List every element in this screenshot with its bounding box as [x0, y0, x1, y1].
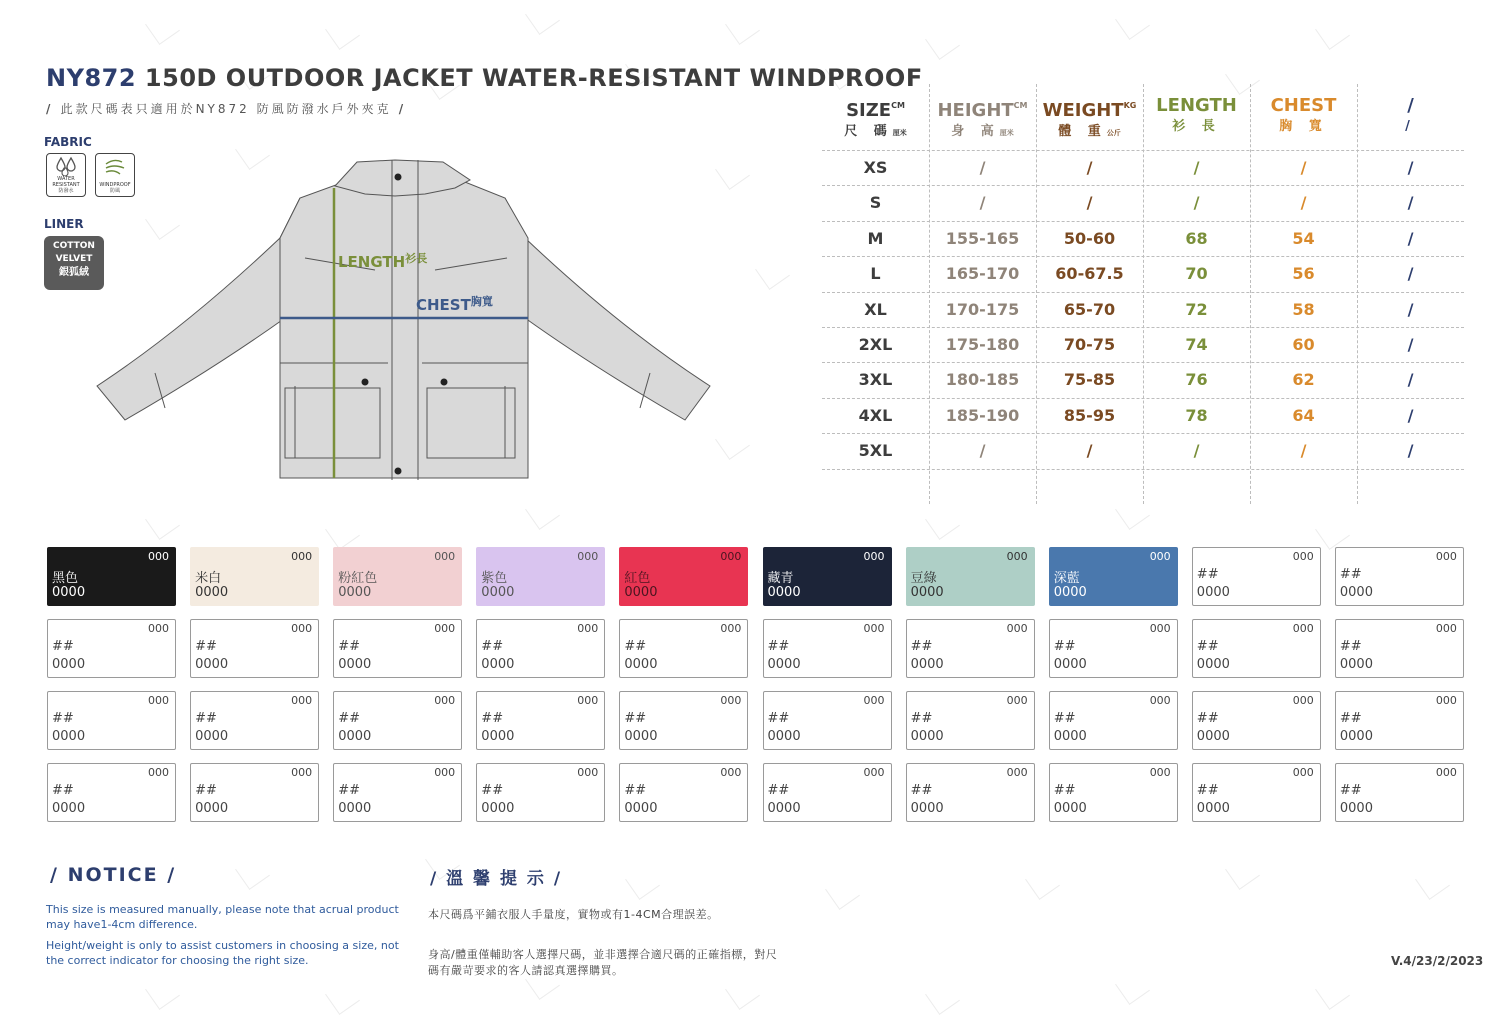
liner-cn: 銀狐絨: [59, 267, 89, 278]
swatch-value: 0000: [624, 657, 658, 672]
swatch-value: 0000: [195, 729, 229, 744]
swatch-value: 0000: [1196, 729, 1230, 744]
header-cn: /: [1405, 119, 1416, 134]
header-cn: 衫 長: [1172, 119, 1221, 134]
swatch-code: 000: [720, 694, 742, 707]
table-cell: 85-95: [1063, 405, 1116, 425]
color-swatch: [906, 619, 1035, 678]
swatch-code: 000: [1292, 550, 1314, 563]
swatch-name: ##: [481, 639, 504, 654]
table-cell: /: [1300, 158, 1307, 177]
table-cell: /: [1407, 228, 1414, 248]
swatch-value: 0000: [195, 657, 229, 672]
page-title: [46, 64, 923, 92]
swatch-name: ##: [481, 711, 504, 726]
size-cell: 5XL: [858, 441, 893, 461]
swatch-code: 000: [1292, 766, 1314, 779]
swatch-name: 米白: [195, 571, 222, 586]
color-swatch: [906, 763, 1035, 822]
color-swatch: [619, 691, 748, 750]
liner-en-2: VELVET: [55, 254, 93, 264]
table-cell: 50-60: [1063, 228, 1116, 248]
swatch-code: 000: [291, 694, 313, 707]
swatch-code: 000: [1006, 622, 1028, 635]
swatch-value: 0000: [481, 657, 515, 672]
watermark-mark: [525, 495, 560, 530]
color-swatch: [333, 691, 462, 750]
swatch-name: ##: [1196, 639, 1219, 654]
swatch-code: 000: [1435, 550, 1457, 563]
size-table: [822, 84, 1464, 504]
swatch-code: 000: [1292, 694, 1314, 707]
color-swatch: [190, 691, 319, 750]
watermark-mark: [925, 505, 960, 540]
page-subtitle: / 此款尺碼表只適用於NY872 防風防潑水戶外夾克 /: [46, 102, 407, 116]
swatch-name: ##: [1339, 639, 1362, 654]
notice-heading-cn: / 溫 馨 提 示 /: [430, 869, 563, 889]
header-en: LENGTH: [1156, 95, 1237, 116]
color-swatch: [1192, 763, 1321, 822]
subtitle-text: 此款尺碼表只適用於NY872 防風防潑水戶外夾克: [60, 102, 392, 116]
swatch-code: 000: [148, 550, 169, 563]
swatch-code: 000: [291, 550, 313, 563]
color-swatch: [763, 691, 892, 750]
notice-heading: / NOTICE /: [50, 864, 177, 886]
table-cell: /: [1086, 441, 1093, 461]
table-cell: 74: [1185, 335, 1208, 354]
header-cn: 體 重公斤: [1058, 124, 1121, 139]
swatch-code: 000: [863, 550, 885, 563]
swatch-code: 000: [1435, 694, 1457, 707]
chest-label-cn: 胸寬: [470, 295, 493, 308]
table-cell: /: [1407, 299, 1414, 319]
watermark-mark: [925, 980, 960, 1015]
watermark-mark: [145, 10, 180, 45]
swatch-code: 000: [720, 766, 742, 779]
table-cell: /: [1086, 158, 1093, 177]
header-unit: CM: [891, 101, 905, 110]
swatch-code: 000: [148, 694, 169, 707]
table-cell: 60: [1292, 335, 1315, 354]
swatch-value: 0000: [1339, 801, 1373, 816]
table-cell: /: [1407, 405, 1414, 425]
swatch-value: 0000: [624, 585, 658, 600]
swatch-value: 0000: [1196, 657, 1230, 672]
color-swatch: [476, 763, 605, 822]
swatch-code: 000: [863, 694, 885, 707]
color-swatch: [333, 547, 462, 606]
swatch-value: 0000: [1053, 729, 1087, 744]
watermark-mark: [825, 875, 860, 910]
swatch-value: 0000: [624, 729, 658, 744]
swatch-value: 0000: [1053, 585, 1087, 600]
swatch-name: ##: [1339, 783, 1362, 798]
table-cell: 60-67.5: [1055, 264, 1124, 284]
swatch-value: 0000: [910, 585, 944, 600]
swatch-name: ##: [1196, 567, 1219, 582]
color-swatch: [1192, 619, 1321, 678]
watermark-mark: [1315, 15, 1350, 50]
swatch-code: 000: [291, 766, 313, 779]
swatch-name: ##: [52, 783, 74, 798]
swatch-name: ##: [624, 783, 647, 798]
table-cell: 62: [1292, 370, 1315, 390]
version-label: V.4/23/2/2023: [1391, 954, 1484, 968]
swatch-name: 深藍: [1053, 571, 1080, 586]
watermark-mark: [1415, 865, 1450, 900]
watermark-mark: [145, 975, 180, 1010]
color-swatch: [1049, 691, 1178, 750]
watermark-mark: [725, 10, 760, 45]
table-cell: 68: [1185, 228, 1208, 248]
swatch-code: 000: [720, 622, 742, 635]
watermark-mark: [725, 975, 760, 1010]
swatch-value: 0000: [910, 801, 944, 816]
watermark-mark: [325, 15, 360, 50]
swatch-name: ##: [1339, 711, 1362, 726]
swatch-value: 0000: [767, 585, 801, 600]
swatch-name: ##: [195, 783, 217, 798]
table-header-cell: [1250, 94, 1357, 136]
size-cell: 4XL: [858, 405, 893, 425]
swatch-code: 000: [1006, 694, 1028, 707]
swatch-code: 000: [1149, 766, 1171, 779]
header-en: CHEST: [1270, 95, 1337, 116]
table-cell: /: [1407, 264, 1414, 284]
watermark-mark: [1115, 5, 1150, 40]
swatch-value: 0000: [338, 729, 372, 744]
swatch-value: 0000: [481, 801, 515, 816]
notice-cn-1: 本尺碼爲平鋪衣服人手量度，實物或有1-4CM合理誤差。: [428, 908, 719, 921]
length-measure-label: [338, 250, 427, 271]
watermark-mark: [235, 855, 270, 890]
swatch-value: 0000: [767, 657, 801, 672]
swatch-value: 0000: [195, 585, 229, 600]
size-cell: 2XL: [858, 335, 893, 354]
table-cell: 70: [1185, 264, 1208, 284]
swatch-code: 000: [434, 694, 456, 707]
color-swatch: [190, 547, 319, 606]
header-cn: 身 高厘米: [951, 124, 1014, 139]
color-swatch: [906, 691, 1035, 750]
windproof-cn: 防風: [109, 188, 120, 194]
header-cn-unit: 厘米: [999, 129, 1014, 137]
table-header-cell: [822, 94, 929, 142]
color-swatch: [619, 619, 748, 678]
table-header-cell: [929, 94, 1036, 142]
color-swatch: [1335, 547, 1464, 606]
swatch-name: ##: [481, 783, 504, 798]
swatch-code: 000: [1435, 622, 1457, 635]
color-swatch: [476, 691, 605, 750]
swatch-name: ##: [338, 711, 360, 726]
chest-measure-label: [416, 293, 493, 314]
swatch-value: 0000: [52, 657, 86, 672]
product-title: 150D OUTDOOR JACKET WATER-RESISTANT WINDPROOF: [136, 64, 923, 92]
header-unit: KG: [1123, 101, 1137, 110]
length-label-en: LENGTH: [338, 253, 406, 271]
color-swatch: [190, 619, 319, 678]
water-resistant-badge: [46, 153, 86, 197]
table-row-divider: [822, 469, 1464, 470]
swatch-name: ##: [195, 711, 217, 726]
swatch-value: 0000: [1339, 657, 1373, 672]
windproof-en: WINDPROOF: [99, 182, 131, 188]
color-swatch: [619, 763, 748, 822]
water-resistant-en: WATER RESISTANT: [52, 176, 80, 188]
swatch-code: 000: [1149, 694, 1171, 707]
swatch-name: ##: [1339, 567, 1362, 582]
header-en: $HEIGHT^{CM}$: [937, 100, 1028, 121]
swatch-name: ##: [910, 639, 933, 654]
notice-en-2: Height/weight is only to assist customers in choosing a size, not the correct indicator for choosing the right size.: [46, 939, 399, 967]
table-cell: /: [1193, 441, 1200, 461]
watermark-mark: [325, 980, 360, 1015]
swatch-value: 0000: [52, 585, 86, 600]
table-cell: 180-185: [945, 370, 1020, 390]
swatch-code: 000: [1006, 766, 1028, 779]
swatch-code: 000: [291, 622, 313, 635]
table-cell: 54: [1292, 228, 1315, 248]
table-cell: /: [1086, 193, 1093, 213]
product-code: NY872: [46, 64, 137, 92]
swatch-value: 0000: [1196, 801, 1230, 816]
header-en: $WEIGHT^{KG}$: [1042, 100, 1137, 121]
swatch-name: ##: [1053, 711, 1076, 726]
swatch-value: 0000: [338, 585, 372, 600]
size-cell: M: [867, 228, 884, 248]
watermark-mark: [755, 255, 790, 290]
size-cell: 3XL: [858, 370, 893, 390]
swatch-code: 000: [863, 766, 885, 779]
header-cn: 胸 寬: [1279, 119, 1328, 134]
swatch-name: ##: [910, 783, 933, 798]
jacket-diagram: [95, 158, 715, 483]
swatch-code: 000: [148, 622, 169, 635]
table-cell: 175-180: [945, 335, 1020, 354]
header-cn-unit: 公斤: [1106, 129, 1121, 137]
swatch-value: 0000: [481, 729, 515, 744]
swatch-code: 000: [577, 694, 599, 707]
swatch-name: ##: [195, 639, 217, 654]
table-cell: 155-165: [945, 228, 1020, 248]
table-cell: 165-170: [945, 264, 1020, 284]
swatch-name: ##: [338, 783, 360, 798]
watermark-mark: [715, 425, 750, 460]
header-en: $SIZE^{CM}$: [846, 100, 905, 121]
table-cell: /: [1300, 193, 1307, 213]
watermark-mark: [715, 155, 750, 190]
swatch-value: 0000: [338, 657, 372, 672]
header-unit: CM: [1013, 101, 1028, 110]
swatch-name: ##: [624, 711, 647, 726]
table-cell: /: [1193, 193, 1200, 213]
table-cell: /: [979, 441, 986, 461]
swatch-name: ##: [767, 783, 790, 798]
swatch-code: 000: [577, 766, 599, 779]
swatch-value: 0000: [195, 801, 229, 816]
color-swatch: [1049, 547, 1178, 606]
swatch-code: 000: [434, 550, 456, 563]
table-cell: 72: [1185, 299, 1208, 319]
swatch-code: 000: [1149, 622, 1171, 635]
table-cell: /: [1407, 370, 1414, 390]
watermark-mark: [1115, 970, 1150, 1005]
swatch-code: 000: [863, 622, 885, 635]
watermark-mark: [925, 25, 960, 60]
swatch-name: 豆綠: [910, 571, 937, 586]
table-header-cell: [1357, 94, 1464, 136]
notice-en-1: This size is measured manually, please note that acrual product may have1-4cm difference.: [46, 903, 399, 931]
swatch-value: 0000: [910, 729, 944, 744]
table-cell: /: [979, 158, 986, 177]
table-cell: 58: [1292, 299, 1315, 319]
color-swatch: [1335, 691, 1464, 750]
liner-label: LINER: [44, 217, 84, 231]
swatch-value: 0000: [1339, 729, 1373, 744]
watermark-mark: [1315, 975, 1350, 1010]
swatch-value: 0000: [1339, 585, 1373, 600]
table-cell: 170-175: [945, 299, 1020, 319]
header-cn-unit: 厘米: [892, 129, 907, 137]
swatch-name: 粉紅色: [338, 571, 378, 586]
swatch-name: ##: [910, 711, 933, 726]
swatch-value: 0000: [481, 585, 515, 600]
swatch-value: 0000: [52, 729, 86, 744]
color-swatch: [47, 619, 176, 678]
swatch-name: 藏青: [767, 571, 794, 586]
watermark-mark: [145, 505, 180, 540]
swatch-value: 0000: [767, 801, 801, 816]
swatch-code: 000: [1149, 550, 1171, 563]
swatch-code: 000: [1006, 550, 1028, 563]
table-cell: 76: [1185, 370, 1208, 390]
table-cell: /: [1407, 335, 1414, 354]
color-swatch: [1049, 763, 1178, 822]
color-swatch: [1335, 763, 1464, 822]
swatch-name: ##: [1196, 711, 1219, 726]
table-cell: /: [1407, 158, 1414, 177]
swatch-value: 0000: [1053, 801, 1087, 816]
swatch-value: 0000: [910, 657, 944, 672]
swatch-name: 黑色: [52, 571, 79, 586]
swatch-name: ##: [1053, 783, 1076, 798]
swatch-value: 0000: [767, 729, 801, 744]
color-swatch: [763, 763, 892, 822]
notice-title-cn: 溫 馨 提 示: [446, 869, 546, 889]
color-swatch: [333, 619, 462, 678]
swatch-code: 000: [577, 622, 599, 635]
color-swatch: [47, 763, 176, 822]
watermark-mark: [1025, 865, 1060, 900]
swatch-code: 000: [1292, 622, 1314, 635]
notice-title-en: NOTICE: [67, 864, 159, 886]
swatch-name: ##: [767, 711, 790, 726]
color-swatch: [47, 691, 176, 750]
table-cell: /: [1407, 441, 1414, 461]
color-swatch: [1335, 619, 1464, 678]
swatch-name: ##: [1053, 639, 1076, 654]
swatch-name: ##: [52, 639, 74, 654]
watermark-mark: [525, 0, 560, 35]
table-cell: /: [979, 193, 986, 213]
watermark-mark: [625, 865, 660, 900]
size-cell: S: [869, 193, 882, 213]
swatch-code: 000: [434, 622, 456, 635]
color-swatch: [906, 547, 1035, 606]
swatch-code: 000: [148, 766, 169, 779]
size-cell: XS: [863, 158, 888, 177]
swatch-value: 0000: [338, 801, 372, 816]
swatch-code: 000: [434, 766, 456, 779]
swatch-value: 0000: [1196, 585, 1230, 600]
table-cell: 65-70: [1063, 299, 1116, 319]
color-swatch: [763, 547, 892, 606]
chest-label-en: CHEST: [416, 296, 471, 314]
watermark-mark: [1315, 515, 1350, 550]
swatch-name: ##: [1196, 783, 1219, 798]
size-cell: XL: [864, 299, 887, 319]
size-cell: L: [870, 264, 881, 284]
color-swatch: [190, 763, 319, 822]
table-cell: 75-85: [1063, 370, 1116, 390]
color-swatch: [1049, 619, 1178, 678]
color-swatch: [619, 547, 748, 606]
table-cell: 185-190: [945, 405, 1020, 425]
table-header-cell: [1036, 94, 1143, 142]
color-swatch: [1192, 547, 1321, 606]
table-cell: 56: [1292, 264, 1315, 284]
swatch-name: ##: [52, 711, 74, 726]
color-swatch: [476, 547, 605, 606]
swatch-name: 紫色: [481, 571, 508, 586]
fabric-label: FABRIC: [44, 135, 92, 149]
liner-en-1: COTTON: [53, 241, 95, 251]
swatch-name: ##: [767, 639, 790, 654]
table-cell: 70-75: [1063, 335, 1116, 354]
header-en: /: [1407, 95, 1414, 116]
swatch-name: ##: [338, 639, 360, 654]
table-cell: /: [1300, 441, 1307, 461]
swatch-code: 000: [1435, 766, 1457, 779]
swatch-code: 000: [577, 550, 599, 563]
table-cell: 78: [1185, 405, 1208, 425]
swatch-name: ##: [624, 639, 647, 654]
color-swatch: [47, 547, 176, 606]
swatch-name: 紅色: [624, 571, 651, 586]
watermark-mark: [1225, 855, 1260, 890]
notice-cn-2: 身高/體重僅輔助客人選擇尺碼，並非選擇合適尺碼的正確指標，對尺碼有嚴苛要求的客人請認真選擇購買。: [428, 948, 778, 977]
swatch-code: 000: [720, 550, 742, 563]
table-cell: /: [1193, 158, 1200, 177]
swatch-value: 0000: [1053, 657, 1087, 672]
table-cell: /: [1407, 193, 1414, 213]
table-header-cell: [1143, 94, 1250, 136]
header-cn: 尺 碼厘米: [844, 124, 907, 139]
swatch-value: 0000: [624, 801, 658, 816]
color-swatch: [476, 619, 605, 678]
color-swatch: [1192, 691, 1321, 750]
color-swatch: [333, 763, 462, 822]
watermark-mark: [325, 515, 360, 550]
length-label-cn: 衫長: [405, 252, 428, 265]
swatch-value: 0000: [52, 801, 86, 816]
table-cell: 64: [1292, 405, 1315, 425]
water-resistant-cn: 防潑水: [58, 188, 74, 194]
color-swatch: [763, 619, 892, 678]
